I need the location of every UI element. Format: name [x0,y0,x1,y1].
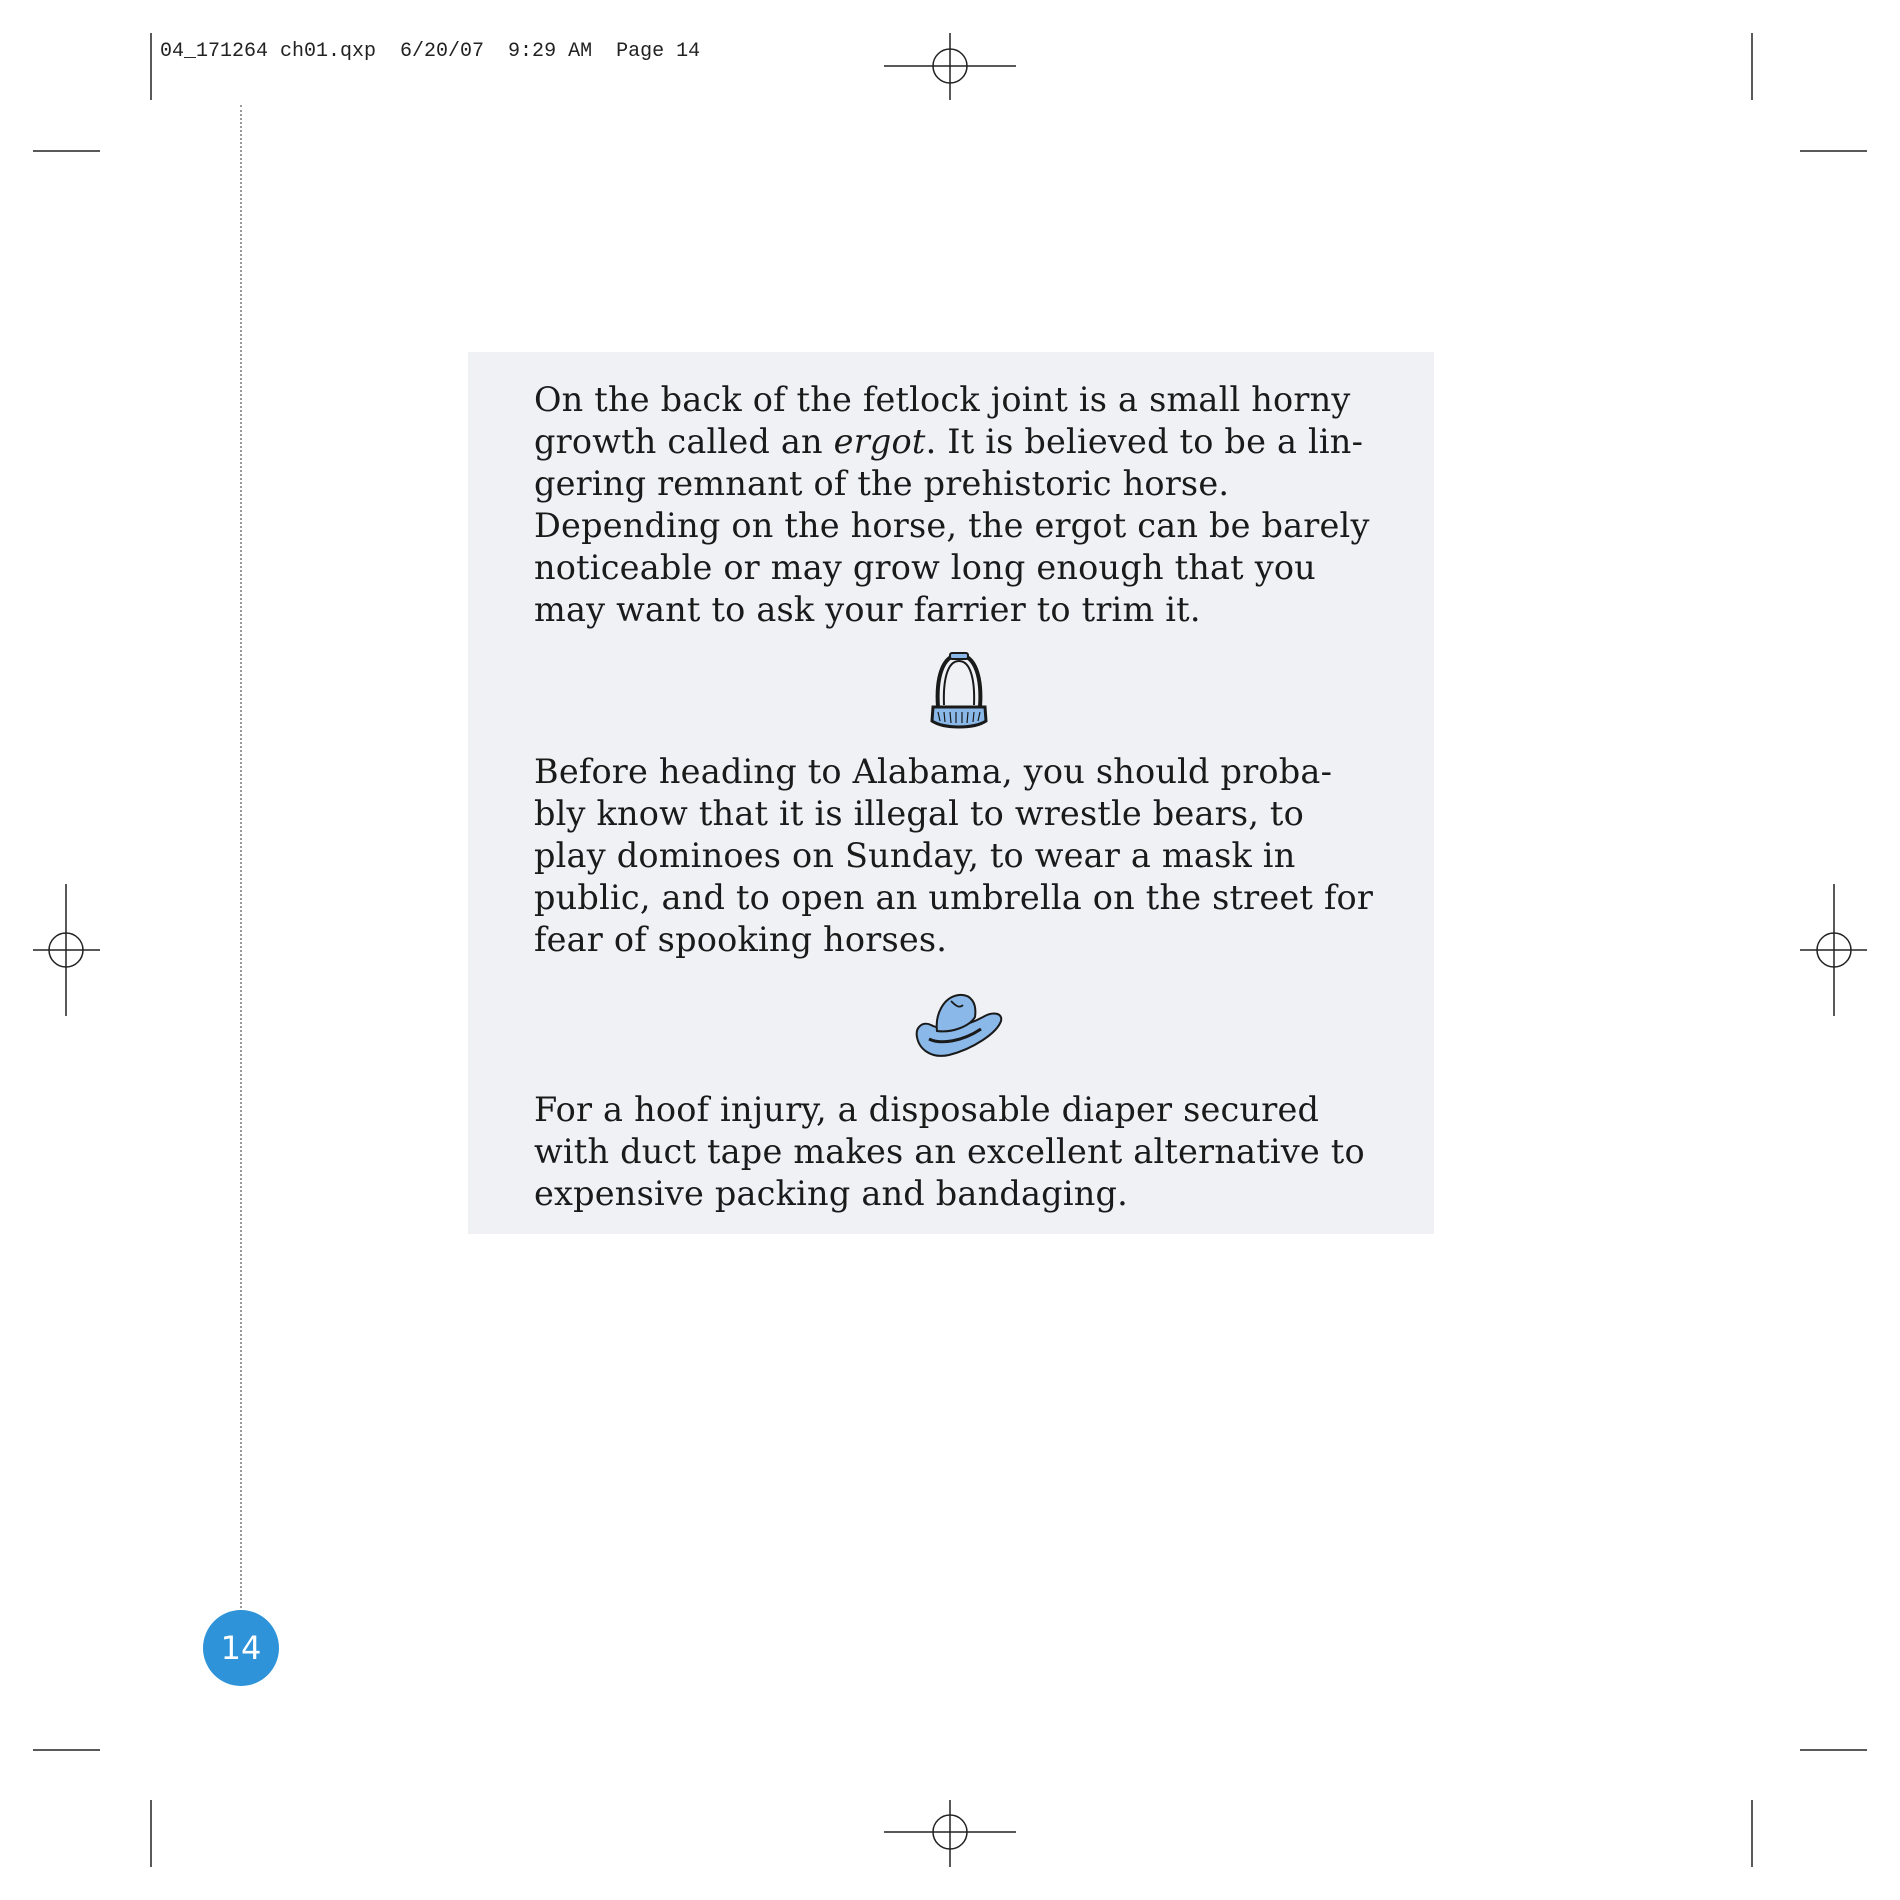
fact-ergot-text-end: . It is believed to be a lin- gering remnant of the prehistoric horse. Depending on the horse, the ergot can be barely noticeable or may grow long enough that you may want to ask your farrier to trim it. [534,422,1370,629]
stirrup-icon [924,649,994,733]
page-number-badge: 14 [203,1610,279,1686]
gutter-rule [240,105,242,1620]
fact-ergot-emphasis: ergot [833,422,926,461]
ornament-cowboy-hat [534,961,1384,1089]
ornament-stirrup [534,631,1384,751]
slug-line: 04_171264 ch01.qxp 6/20/07 9:29 AM Page 14 [160,40,701,63]
facts-panel [468,352,1434,1234]
fact-ergot-text-start: On the back of the fetlock joint is a small horny growth called an [534,380,1351,461]
fact-hoof-injury: For a hoof injury, a disposable diaper secured with duct tape makes an excellent alternative to expensive packing and bandaging. [534,1090,1365,1213]
fact-alabama: Before heading to Alabama, you should proba- bly know that it is illegal to wrestle bears, to play dominoes on Sunday, to wear a mask in public, and to open an umbrella on the street for fear of spooking horses. [534,752,1374,959]
cowboy-hat-icon [911,987,1007,1063]
fact-ergot [534,379,1384,631]
